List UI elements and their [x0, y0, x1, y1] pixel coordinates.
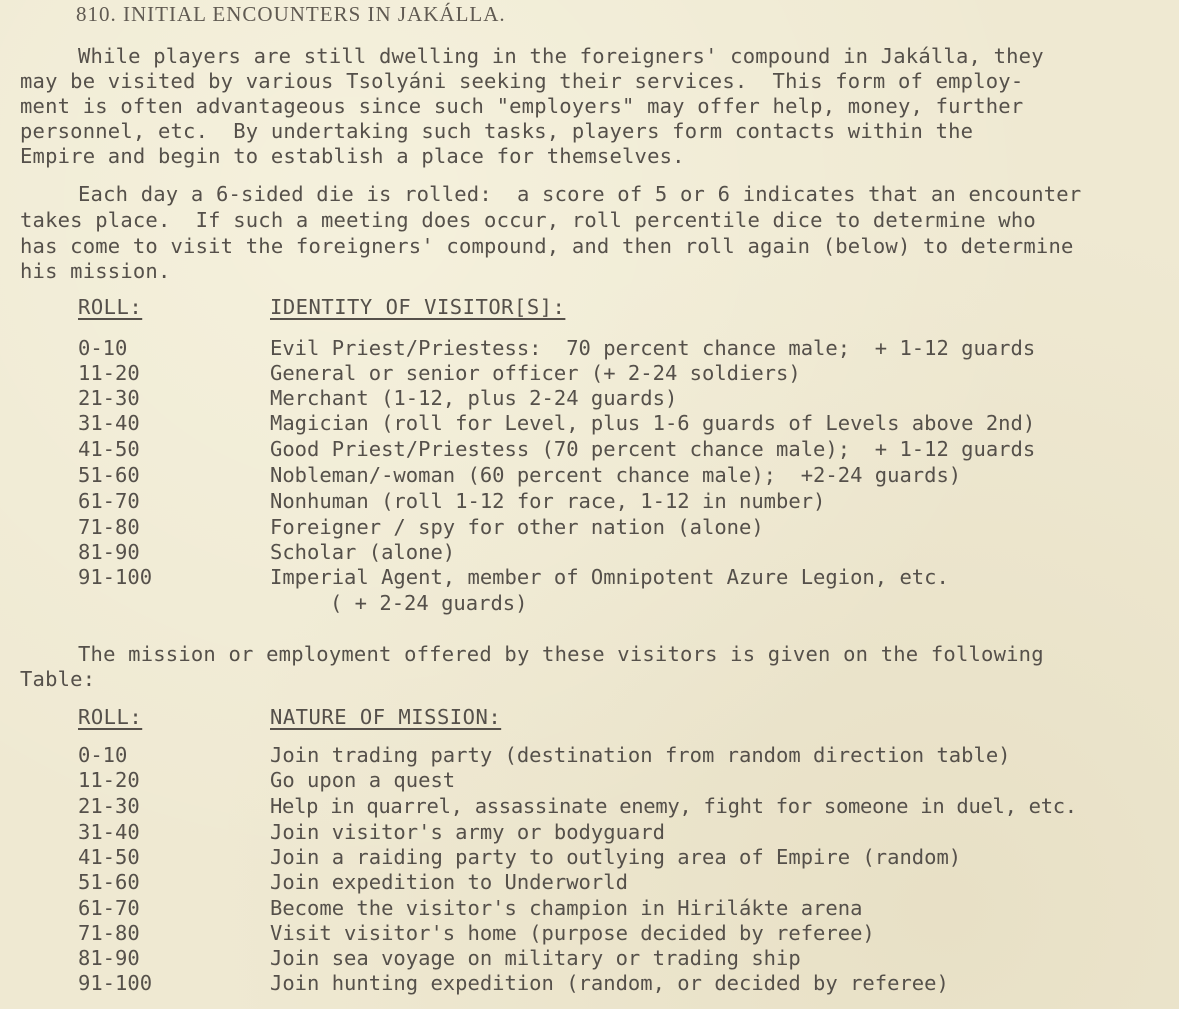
mission-nature: Visit visitor's home (purpose decided by referee) — [270, 921, 875, 945]
mission-roll: 11-20 — [78, 768, 140, 792]
visitor-identity: Magician (roll for Level, plus 1-6 guards of Levels above 2nd) — [270, 411, 1036, 435]
visitor-roll: 51-60 — [78, 463, 140, 487]
intro-p2-line: has come to visit the foreigners' compound, and then roll again (below) to determine — [20, 234, 1074, 258]
visitor-roll: 41-50 — [78, 437, 140, 461]
visitor-identity: Imperial Agent, member of Omnipotent Azure Legion, etc. — [270, 565, 949, 589]
mission-nature: Become the visitor's champion in Hirilákte arena — [270, 896, 863, 920]
intro-p1-line: While players are still dwelling in the foreigners' compound in Jakálla, they — [78, 44, 1044, 68]
visitor-roll: 61-70 — [78, 489, 140, 513]
visitor-identity: General or senior officer (+ 2-24 soldiers) — [270, 361, 801, 385]
visitor-table-roll-header: ROLL: — [78, 295, 143, 319]
visitor-identity: Good Priest/Priestess (70 percent chance male); + 1-12 guards — [270, 437, 1036, 461]
mission-nature: Join expedition to Underworld — [270, 870, 628, 894]
mission-nature: Go upon a quest — [270, 768, 456, 792]
mission-roll: 91-100 — [78, 971, 153, 995]
visitor-identity: Foreigner / spy for other nation (alone) — [270, 515, 764, 539]
mission-nature: Join visitor's army or bodyguard — [270, 820, 665, 844]
section-heading: 810. INITIAL ENCOUNTERS IN JAKÁLLA. — [76, 2, 506, 26]
mission-table-roll-header: ROLL: — [78, 705, 143, 729]
visitor-table-desc-header: IDENTITY OF VISITOR[S]: — [270, 295, 566, 319]
mission-table-desc-header: NATURE OF MISSION: — [270, 705, 502, 729]
visitor-identity-continuation: ( + 2-24 guards) — [330, 591, 528, 615]
mission-intro-line: The mission or employment offered by these visitors is given on the following — [78, 642, 1044, 666]
intro-p2-line: Each day a 6-sided die is rolled: a score of 5 or 6 indicates that an encounter — [78, 182, 1082, 206]
mission-roll: 81-90 — [78, 946, 140, 970]
visitor-identity: Nonhuman (roll 1-12 for race, 1-12 in number) — [270, 489, 826, 513]
mission-roll: 0-10 — [78, 743, 128, 767]
mission-nature: Help in quarrel, assassinate enemy, fight for someone in duel, etc. — [270, 794, 1077, 818]
visitor-roll: 71-80 — [78, 515, 140, 539]
intro-p1-line: personnel, etc. By undertaking such tasks, players form contacts within the — [20, 119, 974, 143]
intro-p2-line: his mission. — [20, 259, 171, 283]
visitor-identity: Merchant (1-12, plus 2-24 guards) — [270, 386, 678, 410]
visitor-identity: Nobleman/-woman (60 percent chance male); +2-24 guards) — [270, 463, 962, 487]
intro-p1-line: Empire and begin to establish a place for themselves. — [20, 144, 685, 168]
visitor-roll: 31-40 — [78, 411, 140, 435]
mission-roll: 51-60 — [78, 870, 140, 894]
mission-roll: 71-80 — [78, 921, 140, 945]
intro-p2-line: takes place. If such a meeting does occur, roll percentile dice to determine who — [20, 208, 1036, 232]
visitor-roll: 11-20 — [78, 361, 140, 385]
mission-roll: 41-50 — [78, 845, 140, 869]
mission-nature: Join a raiding party to outlying area of Empire (random) — [270, 845, 962, 869]
mission-roll: 21-30 — [78, 794, 140, 818]
mission-nature: Join trading party (destination from random direction table) — [270, 743, 1011, 767]
mission-intro-line: Table: — [20, 667, 96, 691]
visitor-roll: 91-100 — [78, 565, 153, 589]
visitor-roll: 0-10 — [78, 336, 128, 360]
mission-roll: 61-70 — [78, 896, 140, 920]
visitor-roll: 21-30 — [78, 386, 140, 410]
visitor-roll: 81-90 — [78, 540, 140, 564]
intro-p1-line: ment is often advantageous since such "employers" may offer help, money, further — [20, 94, 1024, 118]
mission-roll: 31-40 — [78, 820, 140, 844]
visitor-identity: Scholar (alone) — [270, 540, 456, 564]
mission-nature: Join hunting expedition (random, or decided by referee) — [270, 971, 949, 995]
visitor-identity: Evil Priest/Priestess: 70 percent chance male; + 1-12 guards — [270, 336, 1036, 360]
intro-p1-line: may be visited by various Tsolyáni seeking their services. This form of employ- — [20, 69, 1024, 93]
mission-nature: Join sea voyage on military or trading ship — [270, 946, 801, 970]
